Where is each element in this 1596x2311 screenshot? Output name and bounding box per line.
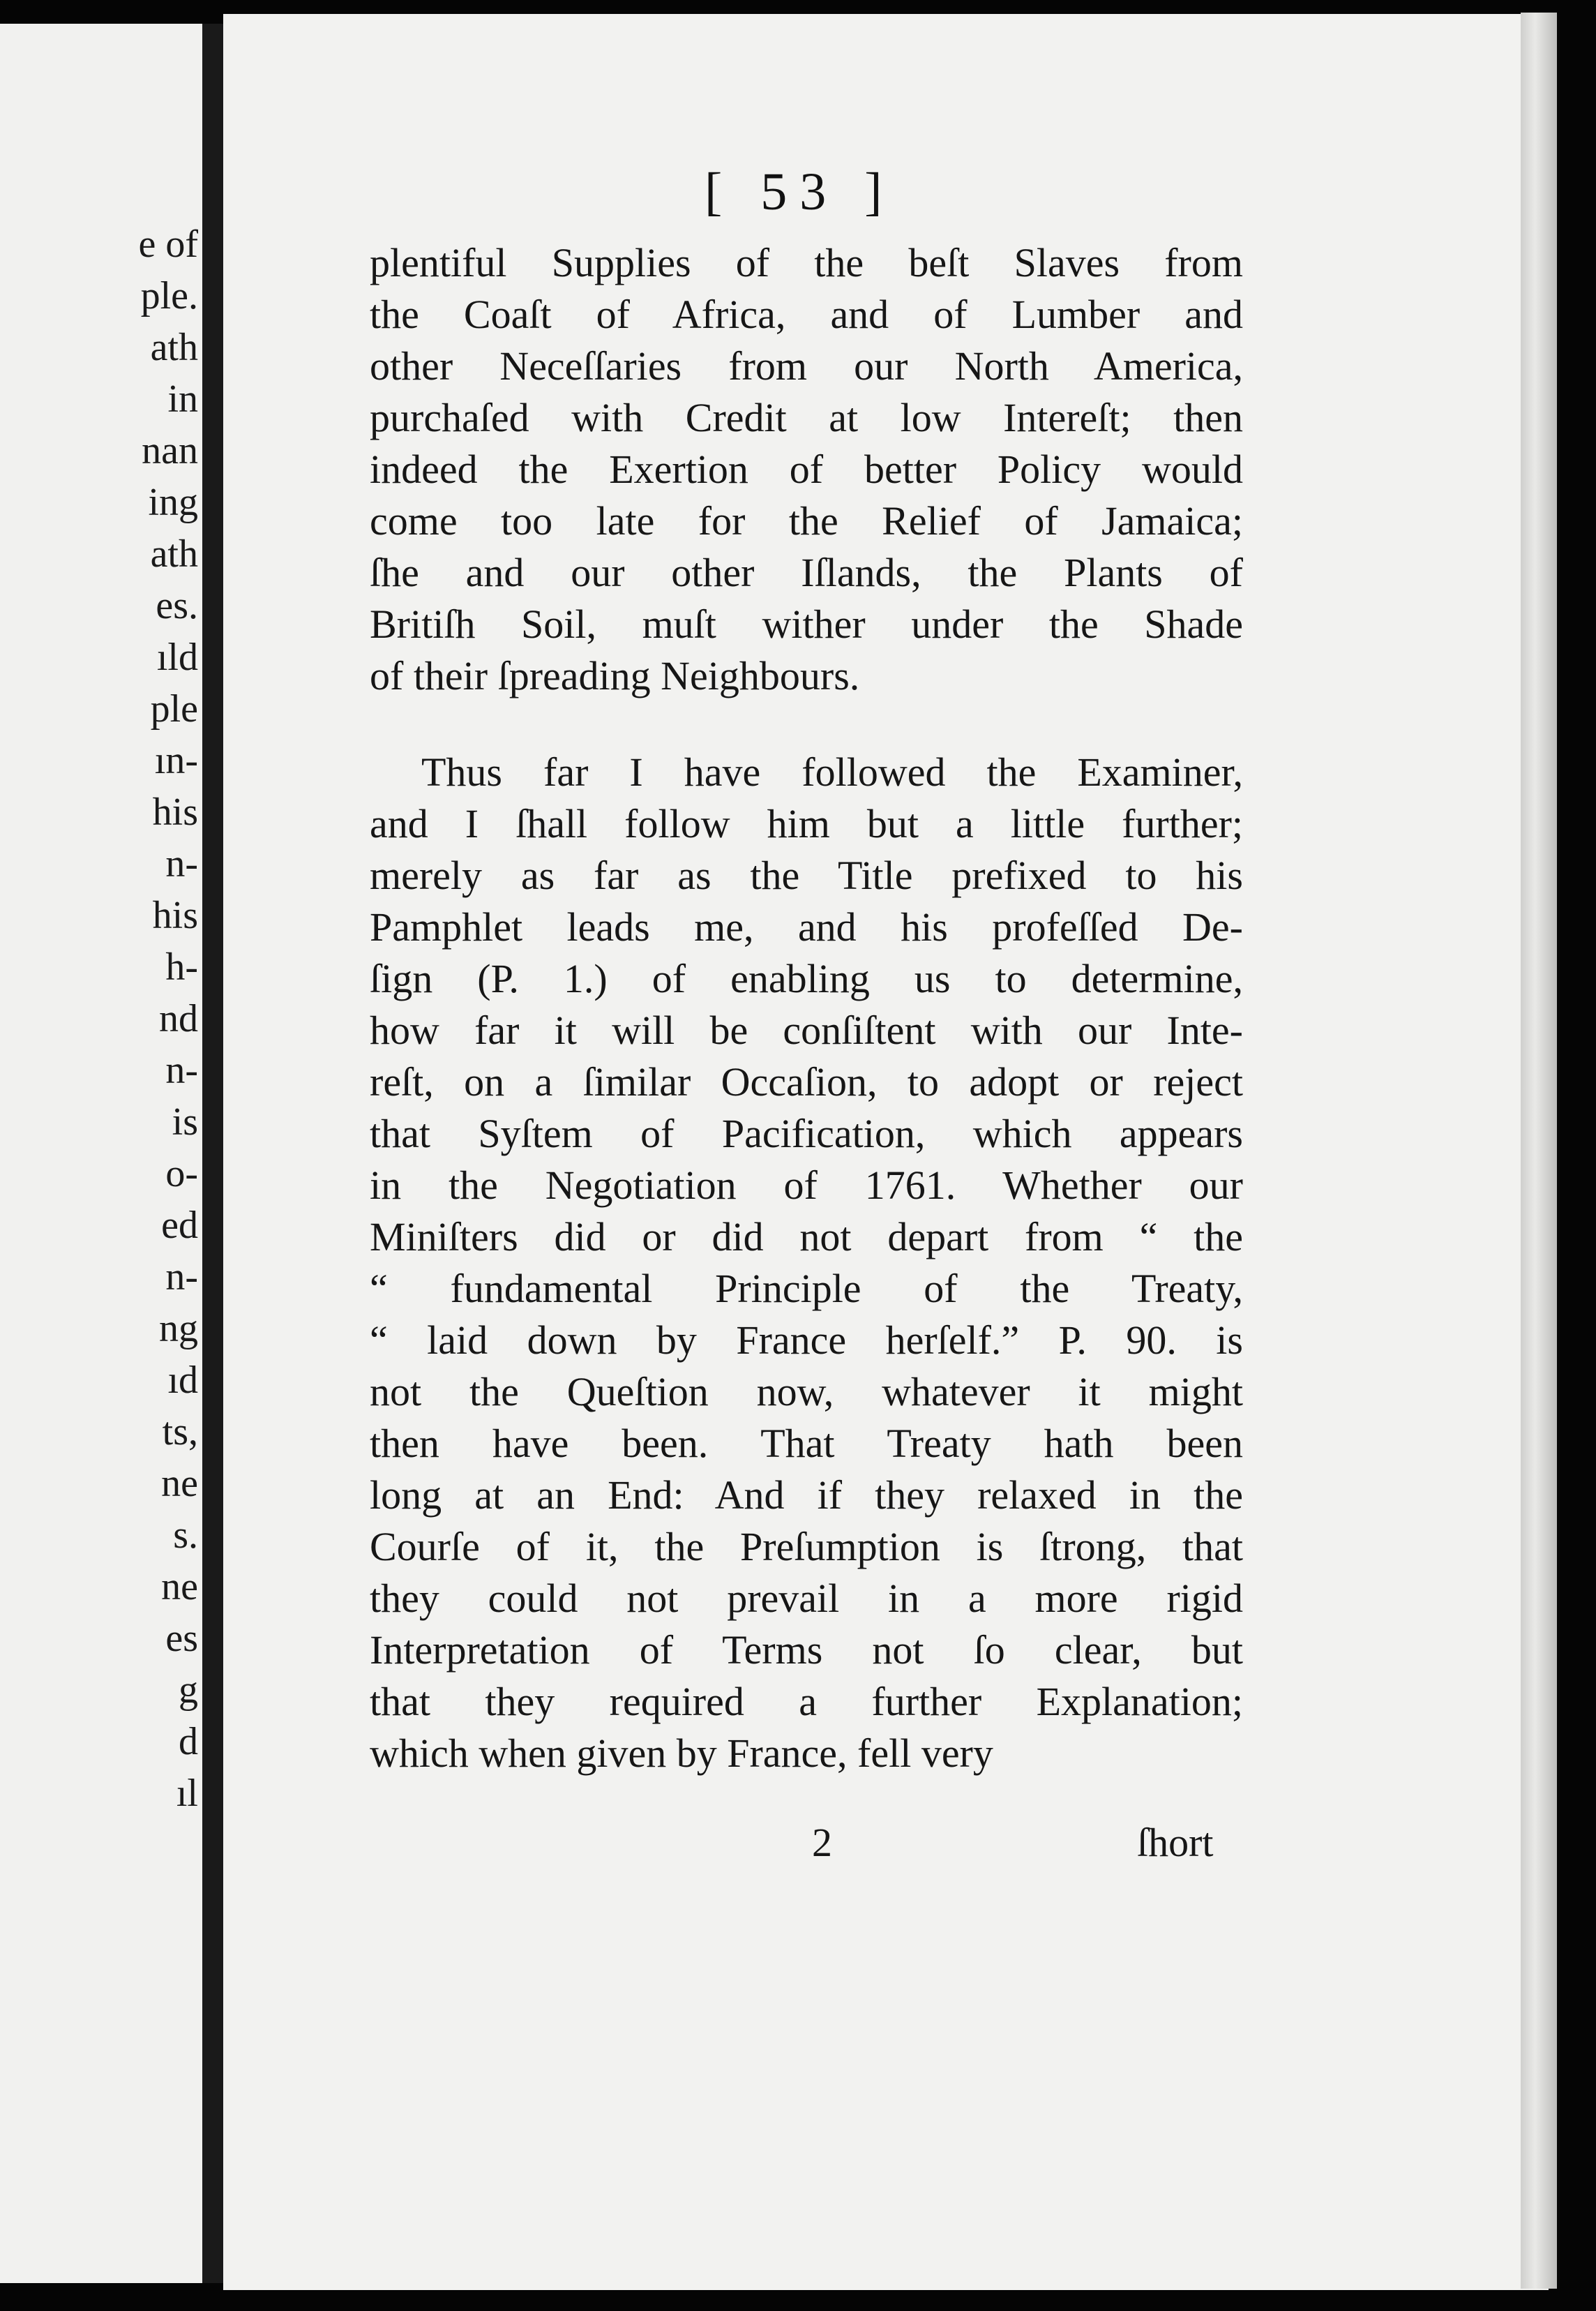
left-page-fragment: h- (165, 945, 198, 989)
left-page-fragment: es (165, 1617, 198, 1660)
left-page-fragment: o- (165, 1152, 198, 1195)
text-line: plentiful Supplies of the beſt Slaves from (370, 240, 1243, 285)
left-page-fragment: n- (165, 1049, 198, 1092)
text-line: long at an End: And if they relaxed in the (370, 1472, 1243, 1518)
left-page-fragment: ıld (156, 636, 198, 679)
left-page-fragment: his (152, 791, 198, 834)
left-page-fragment: ıl (176, 1772, 198, 1815)
text-line: “ fundamental Principle of the Treaty, (370, 1266, 1243, 1311)
left-page-fragment: ing (148, 481, 198, 524)
left-page-fragment: ın- (154, 739, 198, 782)
left-page-fragment: ath (150, 326, 198, 369)
text-line: Courſe of it, the Preſumption is ſtrong, that (370, 1524, 1243, 1569)
text-line: ſhe and our other Iſlands, the Plants of (370, 550, 1243, 595)
paragraph-2 (370, 747, 1243, 1779)
left-page-fragment: g (179, 1668, 198, 1712)
text-line: in the Negotiation of 1761. Whether our (370, 1162, 1243, 1208)
left-page-fragment: n- (165, 842, 198, 885)
left-page-fragment: nan (142, 429, 198, 472)
text-line: that they required a further Explanation; (370, 1679, 1243, 1724)
page-number: [ 53 ] (705, 163, 895, 221)
page-edge (1521, 13, 1557, 2289)
signature-mark: 2 (812, 1820, 832, 1865)
text-line: Pamphlet leads me, and his profeſſed De- (370, 904, 1243, 950)
text-line: of their ſpreading Neighbours. (370, 653, 860, 698)
left-page-fragment: ng (159, 1307, 198, 1350)
left-page-fragment: s. (173, 1513, 198, 1557)
text-line: purchaſed with Credit at low Intereſt; then (370, 395, 1243, 440)
left-page-fragment: ple. (140, 274, 198, 317)
left-page-fragment: e of (138, 223, 198, 266)
left-page-fragment: ne (161, 1565, 198, 1608)
text-line: that Syſtem of Pacification, which appears (370, 1111, 1243, 1156)
left-page-fragment: in (167, 377, 198, 421)
paragraph-gap (370, 702, 1243, 747)
text-line: how far it will be conſiſtent with our Inte- (370, 1008, 1243, 1053)
text-line: they could not prevail in a more rigid (370, 1576, 1243, 1621)
left-page-fragment: d (179, 1720, 198, 1763)
body-text (370, 237, 1243, 1779)
text-line: Britiſh Soil, muſt wither under the Shade (370, 601, 1243, 647)
text-line: Miniſters did or did not depart from “ the (370, 1214, 1243, 1259)
spine-shadow (202, 24, 223, 2283)
left-page-fragment: ple (150, 687, 198, 731)
text-line: the Coaſt of Africa, and of Lumber and (370, 292, 1243, 337)
left-page-fragment: ts, (162, 1410, 198, 1453)
left-page-fragment: ıd (167, 1359, 198, 1402)
text-line: and I ſhall follow him but a little further; (370, 801, 1243, 846)
left-page-fragment: ed (161, 1204, 198, 1247)
left-page-fragment: ath (150, 532, 198, 576)
left-page-fragment: n- (165, 1255, 198, 1299)
text-line: Thus far I have followed the Examiner, (421, 749, 1243, 795)
text-line: other Neceſſaries from our North America, (370, 343, 1243, 389)
catchword: ſhort (1137, 1820, 1214, 1865)
text-line: merely as far as the Title prefixed to his (370, 853, 1243, 898)
text-line: indeed the Exertion of better Policy would (370, 447, 1243, 492)
text-line: “ laid down by France herſelf.” P. 90. is (370, 1317, 1243, 1363)
text-line: Interpretation of Terms not ſo clear, but (370, 1627, 1243, 1673)
left-page-fragment: his (152, 894, 198, 937)
text-line: ſign (P. 1.) of enabling us to determine, (370, 956, 1243, 1001)
left-page-fragment: es. (156, 584, 198, 627)
text-line: reſt, on a ſimilar Occaſion, to adopt or reject (370, 1059, 1243, 1105)
left-page-fragment: nd (159, 997, 198, 1040)
paragraph-1 (370, 237, 1243, 702)
left-page-fragment: is (172, 1100, 198, 1144)
left-page-fragment: ne (161, 1462, 198, 1505)
text-line: not the Queſtion now, whatever it might (370, 1369, 1243, 1414)
text-line: then have been. That Treaty hath been (370, 1421, 1243, 1466)
text-line: come too late for the Relief of Jamaica; (370, 498, 1243, 544)
left-page (0, 24, 202, 2283)
text-line: which when given by France, fell very (370, 1730, 993, 1776)
